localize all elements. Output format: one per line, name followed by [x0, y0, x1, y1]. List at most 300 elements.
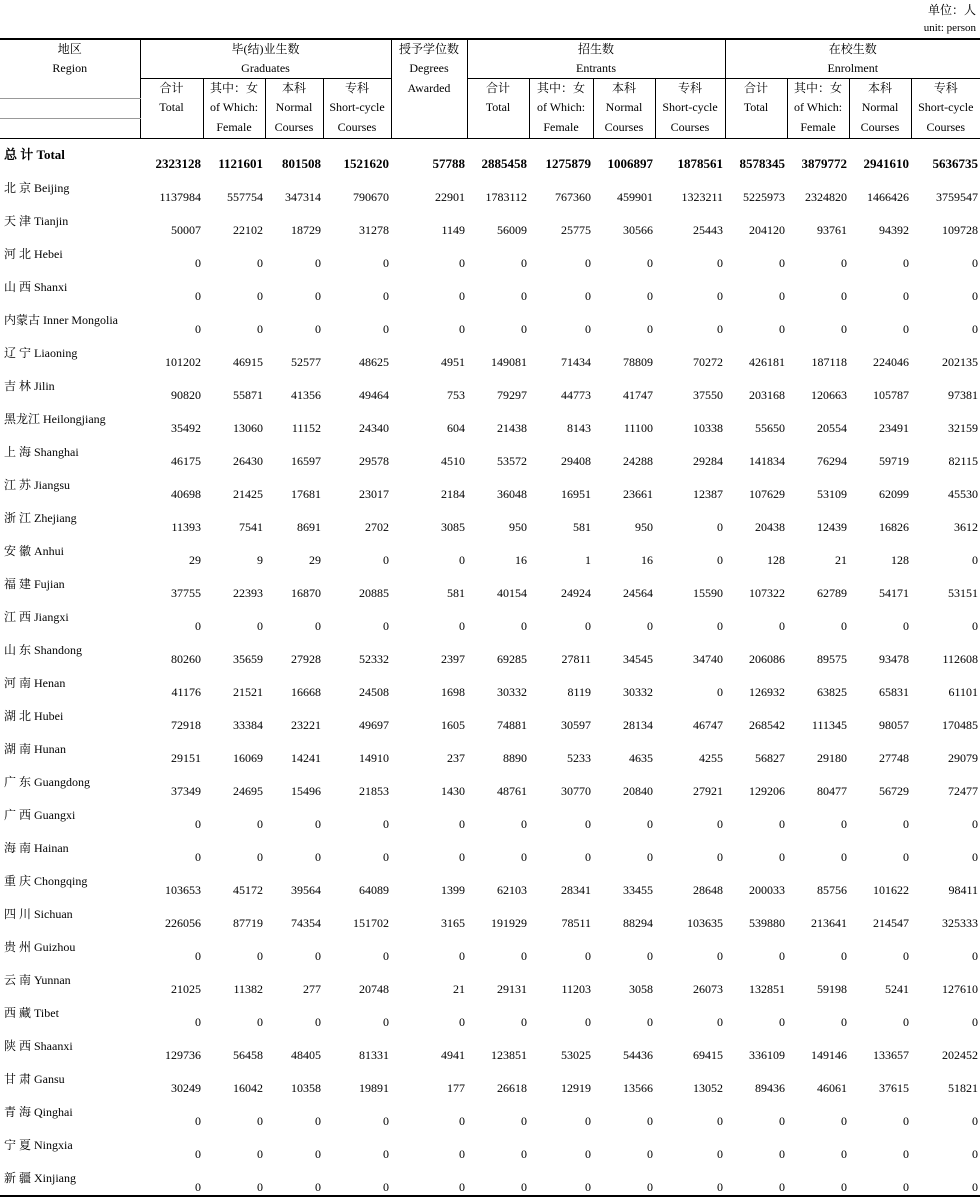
- value-cell: 753: [447, 387, 465, 402]
- value-cell: 109728: [942, 222, 979, 237]
- enr-normal-zh: 本科: [849, 79, 911, 99]
- value-cell: 149146: [811, 1047, 848, 1062]
- table-row: [0, 733, 980, 766]
- value-cell: 29578: [359, 453, 389, 468]
- value-cell: 56729: [879, 783, 910, 798]
- value-cell: 49697: [359, 717, 389, 732]
- value-cell: 35492: [171, 420, 201, 435]
- value-cell: 22901: [435, 189, 465, 204]
- value-cell: 46175: [171, 453, 201, 468]
- value-cell: 1006897: [607, 155, 653, 171]
- table-row: [0, 337, 980, 370]
- value-cell: 123851: [491, 1047, 527, 1062]
- value-cell: 0: [717, 255, 724, 270]
- value-cell: 16042: [233, 1080, 263, 1095]
- value-cell: 0: [779, 321, 786, 336]
- value-cell: 28648: [693, 882, 724, 897]
- value-cell: 29131: [497, 981, 527, 996]
- value-cell: 0: [841, 1146, 848, 1161]
- value-cell: 202452: [942, 1047, 979, 1062]
- value-cell: 41176: [171, 684, 201, 699]
- value-cell: 0: [779, 1014, 786, 1029]
- value-cell: 0: [459, 552, 465, 567]
- value-cell: 0: [647, 288, 653, 303]
- value-cell: 237: [447, 750, 465, 765]
- ent-normal-zh: 本科: [593, 79, 655, 99]
- value-cell: 226056: [165, 915, 201, 930]
- region-cell: 福 建 Fujian: [4, 576, 65, 591]
- value-cell: 89575: [817, 651, 848, 666]
- value-cell: 0: [593, 1162, 655, 1196]
- value-cell: 61101: [948, 684, 979, 699]
- value-cell: 29: [189, 552, 201, 567]
- value-cell: 21025: [171, 981, 201, 996]
- value-cell: 0: [585, 321, 591, 336]
- value-cell: 56827: [755, 750, 786, 765]
- grad-total-en: Total: [140, 98, 203, 118]
- value-cell: 29408: [561, 453, 591, 468]
- value-cell: 1149: [441, 222, 465, 237]
- value-cell: 5225973: [743, 189, 786, 204]
- unit-label-en: unit: person: [923, 22, 976, 34]
- value-cell: 4255: [699, 750, 724, 765]
- value-cell: 101622: [873, 882, 910, 897]
- value-cell: 0: [315, 948, 321, 963]
- value-cell: 23491: [879, 420, 910, 435]
- value-cell: 107322: [749, 585, 786, 600]
- value-cell: 0: [257, 849, 263, 864]
- region-header-en: Region: [52, 61, 88, 75]
- value-cell: 0: [972, 816, 979, 831]
- grad-normal-en1: Normal: [265, 98, 323, 118]
- value-cell: 790670: [353, 189, 389, 204]
- value-cell: 200033: [749, 882, 786, 897]
- value-cell: 3165: [441, 915, 465, 930]
- region-cell: 云 南 Yunnan: [4, 972, 71, 987]
- value-cell: 28341: [561, 882, 591, 897]
- table-row: [0, 436, 980, 469]
- value-cell: 29: [309, 552, 321, 567]
- value-cell: 0: [315, 849, 321, 864]
- value-cell: 33455: [623, 882, 653, 897]
- region-cell: 西 藏 Tibet: [4, 1005, 59, 1020]
- value-cell: 27928: [291, 651, 321, 666]
- value-cell: 1121601: [218, 155, 263, 171]
- value-cell: 48405: [291, 1047, 321, 1062]
- value-cell: 0: [972, 255, 979, 270]
- value-cell: 27811: [561, 651, 591, 666]
- value-cell: 53109: [817, 486, 848, 501]
- table-row: [0, 898, 980, 931]
- value-cell: 191929: [491, 915, 527, 930]
- value-cell: 11393: [171, 519, 201, 534]
- value-cell: 14241: [291, 750, 321, 765]
- value-cell: 103653: [165, 882, 201, 897]
- value-cell: 55871: [233, 387, 263, 402]
- value-cell: 29079: [948, 750, 979, 765]
- value-cell: 0: [323, 1162, 391, 1196]
- value-cell: 18729: [291, 222, 321, 237]
- value-cell: 29180: [817, 750, 848, 765]
- value-cell: 581: [447, 585, 465, 600]
- value-cell: 0: [717, 1014, 724, 1029]
- value-cell: 44773: [561, 387, 591, 402]
- degrees-header-en1: Degrees: [391, 59, 467, 79]
- value-cell: 0: [459, 321, 465, 336]
- value-cell: 13060: [233, 420, 263, 435]
- value-cell: 52577: [291, 354, 321, 369]
- value-cell: 0: [972, 618, 979, 633]
- value-cell: 128: [767, 552, 786, 567]
- value-cell: 1137984: [159, 189, 201, 204]
- region-cell: 吉 林 Jilin: [4, 378, 55, 393]
- value-cell: 24695: [233, 783, 263, 798]
- value-cell: 41356: [291, 387, 321, 402]
- region-cell: 陕 西 Shaanxi: [4, 1038, 73, 1053]
- value-cell: 0: [140, 1162, 203, 1196]
- value-cell: 62789: [817, 585, 848, 600]
- value-cell: 177: [447, 1080, 465, 1095]
- grad-normal-en2: Courses: [265, 118, 323, 138]
- region-cell: 河 南 Henan: [4, 675, 66, 690]
- value-cell: 0: [655, 1162, 725, 1196]
- value-cell: 37349: [171, 783, 201, 798]
- value-cell: 3085: [441, 519, 465, 534]
- value-cell: 53025: [561, 1047, 591, 1062]
- value-cell: 20554: [817, 420, 848, 435]
- enr-short-zh: 专科: [911, 79, 980, 99]
- ent-total-blank: [467, 118, 529, 138]
- value-cell: 1399: [441, 882, 465, 897]
- value-cell: 25775: [561, 222, 591, 237]
- value-cell: 3612: [954, 519, 979, 534]
- value-cell: 0: [849, 1162, 911, 1196]
- value-cell: 52332: [359, 651, 389, 666]
- table-row: [0, 1030, 980, 1063]
- value-cell: 1466426: [867, 189, 910, 204]
- region-cell: 总 计 Total: [4, 146, 65, 162]
- value-cell: 34740: [693, 651, 724, 666]
- value-cell: 11382: [233, 981, 263, 996]
- value-cell: 0: [779, 1113, 786, 1128]
- value-cell: 78809: [623, 354, 653, 369]
- value-cell: 2397: [441, 651, 465, 666]
- region-header-blank: [0, 79, 140, 99]
- value-cell: 132851: [749, 981, 786, 996]
- value-cell: 85756: [817, 882, 848, 897]
- region-cell: 贵 州 Guizhou: [4, 939, 76, 954]
- value-cell: 2323128: [155, 155, 201, 171]
- value-cell: 26618: [497, 1080, 527, 1095]
- value-cell: 53151: [948, 585, 979, 600]
- table-row: [0, 964, 980, 997]
- value-cell: 62099: [879, 486, 910, 501]
- region-cell: 北 京 Beijing: [4, 180, 70, 195]
- grad-short-en1: Short-cycle: [323, 98, 391, 118]
- table-row: [0, 997, 980, 1030]
- value-cell: 23661: [623, 486, 653, 501]
- value-cell: 0: [972, 1113, 979, 1128]
- value-cell: 0: [585, 618, 591, 633]
- value-cell: 0: [315, 618, 321, 633]
- table-row: [0, 370, 980, 403]
- value-cell: 98057: [879, 717, 910, 732]
- value-cell: 40154: [497, 585, 527, 600]
- value-cell: 15496: [291, 783, 321, 798]
- enr-total-zh: 合计: [725, 79, 787, 99]
- value-cell: 5233: [567, 750, 591, 765]
- value-cell: 34545: [623, 651, 653, 666]
- value-cell: 0: [459, 255, 465, 270]
- value-cell: 94392: [879, 222, 910, 237]
- value-cell: 0: [195, 618, 201, 633]
- value-cell: 4941: [441, 1047, 465, 1062]
- value-cell: 17681: [291, 486, 321, 501]
- value-cell: 224046: [873, 354, 910, 369]
- ent-female-zh: 其中：女: [529, 79, 593, 99]
- value-cell: 0: [841, 816, 848, 831]
- table-row: [0, 667, 980, 700]
- enr-total-en: Total: [725, 98, 787, 118]
- value-cell: 21438: [497, 420, 527, 435]
- value-cell: 65831: [879, 684, 910, 699]
- value-cell: 0: [383, 948, 389, 963]
- value-cell: 0: [315, 288, 321, 303]
- value-cell: 0: [717, 321, 724, 336]
- value-cell: 0: [459, 618, 465, 633]
- value-cell: 0: [647, 1113, 653, 1128]
- value-cell: 2702: [365, 519, 389, 534]
- value-cell: 93761: [817, 222, 848, 237]
- value-cell: 2885458: [481, 155, 527, 171]
- value-cell: 0: [717, 684, 724, 699]
- value-cell: 1605: [441, 717, 465, 732]
- value-cell: 45172: [233, 882, 263, 897]
- value-cell: 0: [779, 618, 786, 633]
- value-cell: 64089: [359, 882, 389, 897]
- value-cell: 15590: [693, 585, 724, 600]
- value-cell: 35659: [233, 651, 263, 666]
- value-cell: 111345: [811, 717, 848, 732]
- value-cell: 1698: [441, 684, 465, 699]
- region-cell: 宁 夏 Ningxia: [4, 1137, 73, 1152]
- value-cell: 0: [717, 618, 724, 633]
- value-cell: 46915: [233, 354, 263, 369]
- value-cell: 10358: [291, 1080, 321, 1095]
- value-cell: 0: [315, 321, 321, 336]
- value-cell: 0: [203, 1162, 265, 1196]
- value-cell: 74881: [497, 717, 527, 732]
- value-cell: 2184: [441, 486, 465, 501]
- enrolment-header-en: Enrolment: [725, 59, 980, 79]
- value-cell: 0: [257, 618, 263, 633]
- enr-short-en2: Courses: [911, 118, 980, 138]
- value-cell: 28134: [623, 717, 653, 732]
- value-cell: 12387: [693, 486, 724, 501]
- value-cell: 0: [841, 321, 848, 336]
- graduates-header-zh: 毕(结)业生数: [140, 39, 391, 59]
- value-cell: 0: [315, 1014, 321, 1029]
- region-cell: 四 川 Sichuan: [4, 906, 73, 921]
- value-cell: 0: [257, 1146, 263, 1161]
- value-cell: 0: [585, 948, 591, 963]
- table-row: [0, 403, 980, 436]
- value-cell: 0: [779, 948, 786, 963]
- enr-female-en2: Female: [787, 118, 849, 138]
- value-cell: 0: [383, 1113, 389, 1128]
- region-cell: 广 西 Guangxi: [4, 807, 76, 822]
- value-cell: 16668: [291, 684, 321, 699]
- value-cell: 20840: [623, 783, 653, 798]
- value-cell: 4951: [441, 354, 465, 369]
- value-cell: 9: [257, 552, 263, 567]
- value-cell: 107629: [749, 486, 786, 501]
- value-cell: 0: [972, 552, 979, 567]
- table-body: [0, 138, 980, 1196]
- value-cell: 0: [972, 1146, 979, 1161]
- value-cell: 1275879: [545, 155, 591, 171]
- value-cell: 149081: [491, 354, 527, 369]
- value-cell: 30332: [623, 684, 653, 699]
- region-cell: 黑龙江 Heilongjiang: [4, 411, 106, 426]
- region-cell: 上 海 Shanghai: [4, 444, 79, 459]
- value-cell: 126932: [749, 684, 786, 699]
- value-cell: 13052: [693, 1080, 724, 1095]
- value-cell: 0: [841, 618, 848, 633]
- value-cell: 0: [903, 1146, 910, 1161]
- value-cell: 0: [521, 255, 527, 270]
- value-cell: 268542: [749, 717, 786, 732]
- value-cell: 0: [459, 1146, 465, 1161]
- value-cell: 0: [717, 849, 724, 864]
- value-cell: 0: [195, 1146, 201, 1161]
- region-cell: 海 南 Hainan: [4, 840, 69, 855]
- region-cell: 浙 江 Zhejiang: [4, 510, 77, 525]
- value-cell: 0: [903, 255, 910, 270]
- statistics-table: [0, 38, 980, 1197]
- table-row: [0, 832, 980, 865]
- value-cell: 101202: [165, 354, 201, 369]
- value-cell: 0: [903, 288, 910, 303]
- value-cell: 0: [647, 255, 653, 270]
- value-cell: 0: [383, 552, 389, 567]
- value-cell: 0: [903, 618, 910, 633]
- value-cell: 19891: [359, 1080, 389, 1095]
- value-cell: 62103: [497, 882, 527, 897]
- value-cell: 0: [585, 816, 591, 831]
- region-cell: 安 徽 Anhui: [4, 543, 65, 558]
- value-cell: 0: [841, 1014, 848, 1029]
- enr-normal-en2: Courses: [849, 118, 911, 138]
- table-row: [0, 1063, 980, 1096]
- ent-short-zh: 专科: [655, 79, 725, 99]
- value-cell: 214547: [873, 915, 910, 930]
- value-cell: 0: [257, 1113, 263, 1128]
- value-cell: 30597: [561, 717, 591, 732]
- value-cell: 8578345: [739, 155, 786, 171]
- value-cell: 187118: [811, 354, 848, 369]
- value-cell: 80477: [817, 783, 848, 798]
- grad-female-zh: 其中：女: [203, 79, 265, 99]
- table-row: [0, 799, 980, 832]
- value-cell: 21853: [359, 783, 389, 798]
- value-cell: 0: [972, 849, 979, 864]
- value-cell: 16: [515, 552, 527, 567]
- value-cell: 0: [585, 1014, 591, 1029]
- value-cell: 29284: [693, 453, 724, 468]
- value-cell: 0: [647, 1146, 653, 1161]
- value-cell: 0: [779, 849, 786, 864]
- value-cell: 604: [447, 420, 465, 435]
- value-cell: 0: [972, 321, 979, 336]
- value-cell: 581: [573, 519, 591, 534]
- value-cell: 105787: [873, 387, 910, 402]
- value-cell: 459901: [617, 189, 653, 204]
- region-cell: 江 西 Jiangxi: [4, 609, 69, 624]
- value-cell: 16069: [233, 750, 263, 765]
- value-cell: 0: [717, 948, 724, 963]
- value-cell: 23017: [359, 486, 389, 501]
- value-cell: 0: [521, 288, 527, 303]
- value-cell: 0: [459, 1014, 465, 1029]
- value-cell: 0: [383, 618, 389, 633]
- value-cell: 13566: [623, 1080, 653, 1095]
- value-cell: 12439: [817, 519, 848, 534]
- enr-female-en1: of Which:: [787, 98, 849, 118]
- value-cell: 22102: [233, 222, 263, 237]
- value-cell: 59198: [817, 981, 848, 996]
- value-cell: 0: [841, 948, 848, 963]
- value-cell: 0: [779, 255, 786, 270]
- table-row: [0, 1096, 980, 1129]
- value-cell: 81331: [359, 1047, 389, 1062]
- ent-total-zh: 合计: [467, 79, 529, 99]
- value-cell: 90820: [171, 387, 201, 402]
- value-cell: 0: [391, 1162, 467, 1196]
- value-cell: 20885: [359, 585, 389, 600]
- value-cell: 37755: [171, 585, 201, 600]
- value-cell: 46061: [817, 1080, 848, 1095]
- value-cell: 8119: [567, 684, 591, 699]
- value-cell: 14910: [359, 750, 389, 765]
- value-cell: 426181: [749, 354, 786, 369]
- value-cell: 0: [903, 849, 910, 864]
- region-header-blank: [0, 98, 140, 118]
- value-cell: 0: [647, 618, 653, 633]
- region-cell: 青 海 Qinghai: [4, 1104, 73, 1119]
- value-cell: 1521620: [343, 155, 389, 171]
- table-row: [0, 1129, 980, 1162]
- value-cell: 0: [459, 1113, 465, 1128]
- value-cell: 57788: [432, 155, 465, 171]
- value-cell: 0: [585, 1113, 591, 1128]
- value-cell: 767360: [555, 189, 591, 204]
- value-cell: 120663: [811, 387, 848, 402]
- value-cell: 0: [315, 1146, 321, 1161]
- value-cell: 539880: [749, 915, 786, 930]
- value-cell: 0: [841, 1113, 848, 1128]
- table-row: [0, 931, 980, 964]
- value-cell: 21521: [233, 684, 263, 699]
- value-cell: 0: [195, 849, 201, 864]
- value-cell: 88294: [623, 915, 653, 930]
- value-cell: 30249: [171, 1080, 201, 1095]
- value-cell: 129736: [165, 1047, 201, 1062]
- value-cell: 59719: [879, 453, 910, 468]
- region-cell: 重 庆 Chongqing: [4, 873, 88, 888]
- value-cell: 8691: [297, 519, 321, 534]
- value-cell: 26073: [693, 981, 724, 996]
